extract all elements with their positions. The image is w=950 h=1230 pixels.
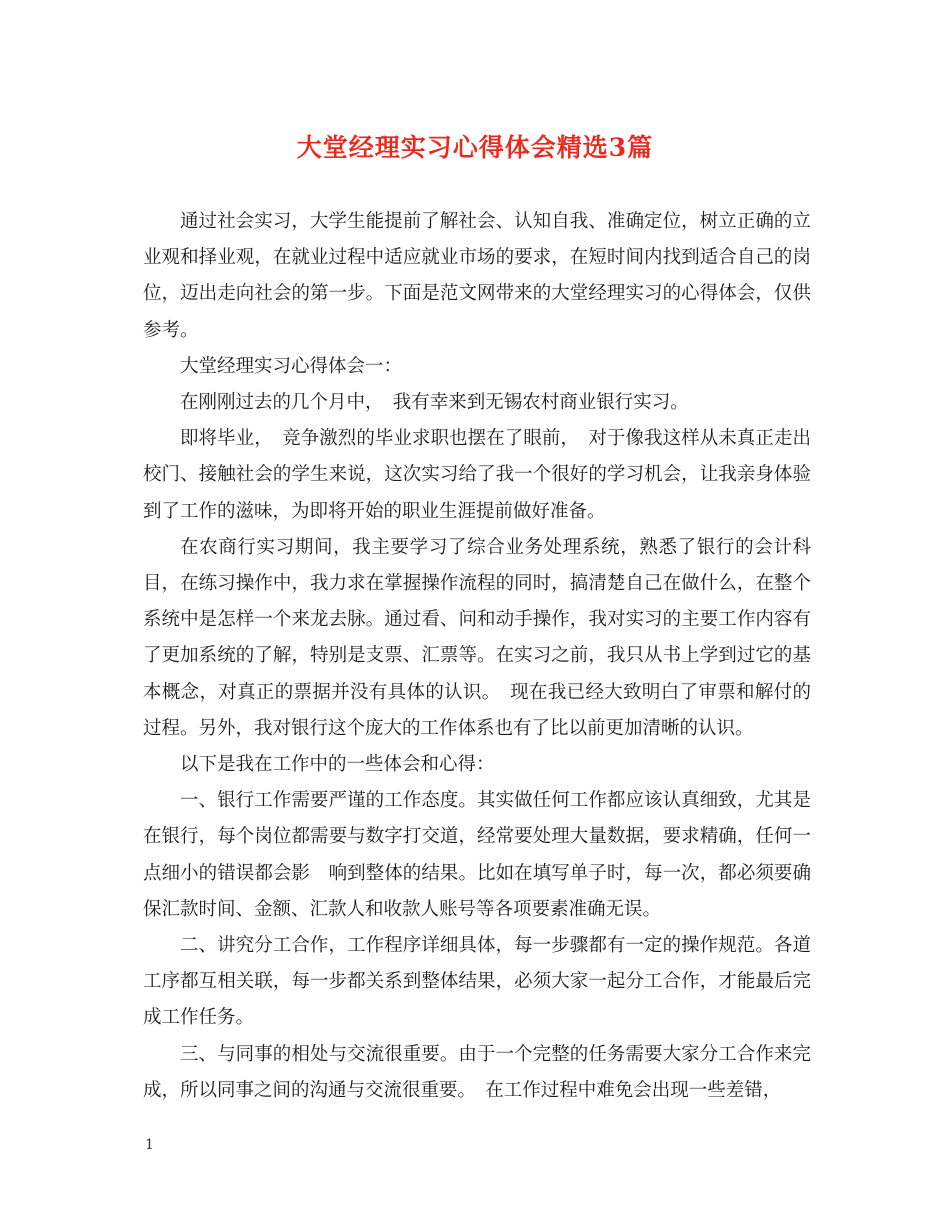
paragraph-point-3: 三、与同事的相处与交流很重要。由于一个完整的任务需要大家分工合作来完成，所以同事之间的沟通与交流很重要。 在工作过程中难免会出现一些差错， xyxy=(143,1043,811,1101)
paragraph: 即将毕业， 竞争激烈的毕业求职也摆在了眼前， 对于像我这样从未真正走出校门、接触社会的学生来说，这次实习给了我一个很好的学习机会，让我亲身体验到了工作的滋味，为即将开始的职业生涯提前做好准备。 xyxy=(143,428,811,522)
paragraph: 以下是我在工作中的一些体会和心得： xyxy=(180,754,495,776)
paragraph: 在农商行实习期间，我主要学习了综合业务处理系统，熟悉了银行的会计科目，在练习操作中，我力求在掌握操作流程的同时，搞清楚自己在做什么，在整个系统中是怎样一个来龙去脉。通过看、问和动手操作，我对实习的主要工作内容有了更加系统的了解，特别是支票、汇票等。在实习之前，我只从书上学到过它的基本概念，对真正的票据并没有具体的认识。 现在我已经大致明白了审票和解付的过程。另外，我对银行这个庞大的工作体系也有了比以前更加清晰的认识。 xyxy=(143,536,811,739)
document-body xyxy=(143,204,811,1109)
paragraph-section-heading: 大堂经理实习心得体会一： xyxy=(180,355,403,377)
document-title: 大堂经理实习心得体会精选3篇 xyxy=(296,133,654,162)
page-number: 1 xyxy=(145,1137,154,1153)
paragraph-point-2: 二、讲究分工合作，工作程序详细具体，每一步骤都有一定的操作规范。各道工序都互相关联，每一步都关系到整体结果，必须大家一起分工合作，才能最后完成工作任务。 xyxy=(143,935,811,1029)
paragraph: 在刚刚过去的几个月中， 我有幸来到无锡农村商业银行实习。 xyxy=(180,392,689,414)
paragraph-intro: 通过社会实习，大学生能提前了解社会、认知自我、准确定位，树立正确的立业观和择业观，在就业过程中适应就业市场的要求，在短时间内找到适合自己的岗位，迈出走向社会的第一步。下面是范文网带来的大堂经理实习的心得体会，仅供参考。 xyxy=(143,211,811,341)
paragraph-point-1: 一、银行工作需要严谨的工作态度。其实做任何工作都应该认真细致，尤其是在银行，每个岗位都需要与数字打交道，经常要处理大量数据，要求精确，任何一点细小的错误都会影 响到整体的结果。比如在填写单子时，每一次，都必须要确保汇款时间、金额、汇款人和收款人账号等各项要素准确无误。 xyxy=(143,790,811,920)
